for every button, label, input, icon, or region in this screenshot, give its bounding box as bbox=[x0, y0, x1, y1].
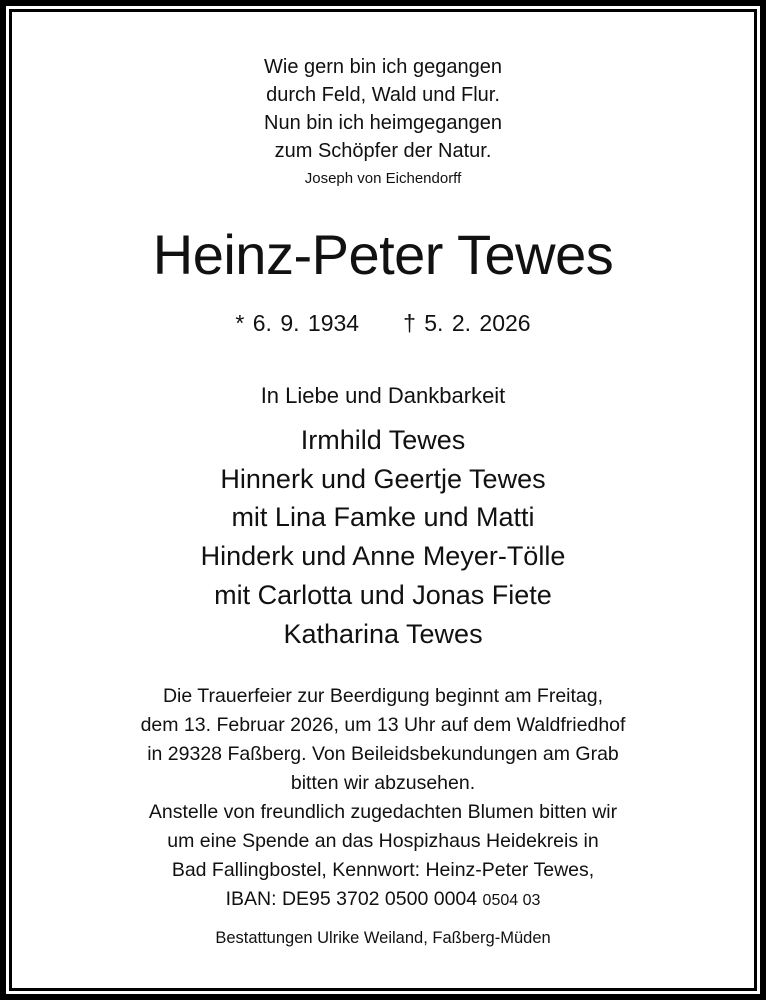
notice-line: dem 13. Februar 2026, um 13 Uhr auf dem Waldfriedhof bbox=[140, 714, 626, 736]
poem-author: Joseph von Eichendorff bbox=[304, 170, 462, 187]
death-date: † 5. 2. 2026 bbox=[403, 310, 531, 336]
mourner: Hinderk und Anne Meyer-Tölle bbox=[200, 541, 566, 572]
poem bbox=[0, 53, 766, 165]
mourner: mit Carlotta und Jonas Fiete bbox=[214, 579, 552, 610]
notice-line: in 29328 Faßberg. Von Beileidsbekundungen am Grab bbox=[147, 743, 619, 765]
birth-date: * 6. 9. 1934 bbox=[235, 310, 360, 336]
poem-line: Wie gern bin ich gegangen bbox=[264, 56, 502, 78]
poem-line: Nun bin ich heimgegangen bbox=[264, 112, 502, 134]
mourner: mit Lina Famke und Matti bbox=[231, 502, 535, 533]
iban-main: IBAN: DE95 3702 0500 0004 bbox=[225, 888, 478, 910]
mourners-list bbox=[0, 421, 766, 653]
poem-line: zum Schöpfer der Natur. bbox=[274, 140, 492, 162]
iban-line bbox=[0, 885, 766, 915]
notice-line: Die Trauerfeier zur Beerdigung beginnt am Freitag, bbox=[162, 685, 604, 707]
notice-line: Anstelle von freundlich zugedachten Blumen bitten wir bbox=[148, 801, 618, 823]
life-dates bbox=[0, 310, 766, 337]
notice-line: um eine Spende an das Hospizhaus Heidekreis in bbox=[167, 830, 599, 852]
notice-line: Bad Fallingbostel, Kennwort: Heinz-Peter Tewes, bbox=[171, 859, 595, 881]
funeral-notice bbox=[0, 682, 766, 915]
notice-line: bitten wir abzusehen. bbox=[290, 772, 476, 794]
funeral-home: Bestattungen Ulrike Weiland, Faßberg-Müden bbox=[215, 929, 551, 947]
mourner: Irmhild Tewes bbox=[300, 425, 466, 455]
deceased-name: Heinz-Peter Tewes bbox=[152, 223, 614, 286]
iban-tail: 0504 03 bbox=[482, 892, 541, 909]
mourner: Katharina Tewes bbox=[283, 618, 483, 649]
thanks-line: In Liebe und Dankbarkeit bbox=[260, 383, 506, 408]
mourner: Hinnerk und Geertje Tewes bbox=[220, 463, 546, 494]
poem-line: durch Feld, Wald und Flur. bbox=[266, 84, 500, 106]
